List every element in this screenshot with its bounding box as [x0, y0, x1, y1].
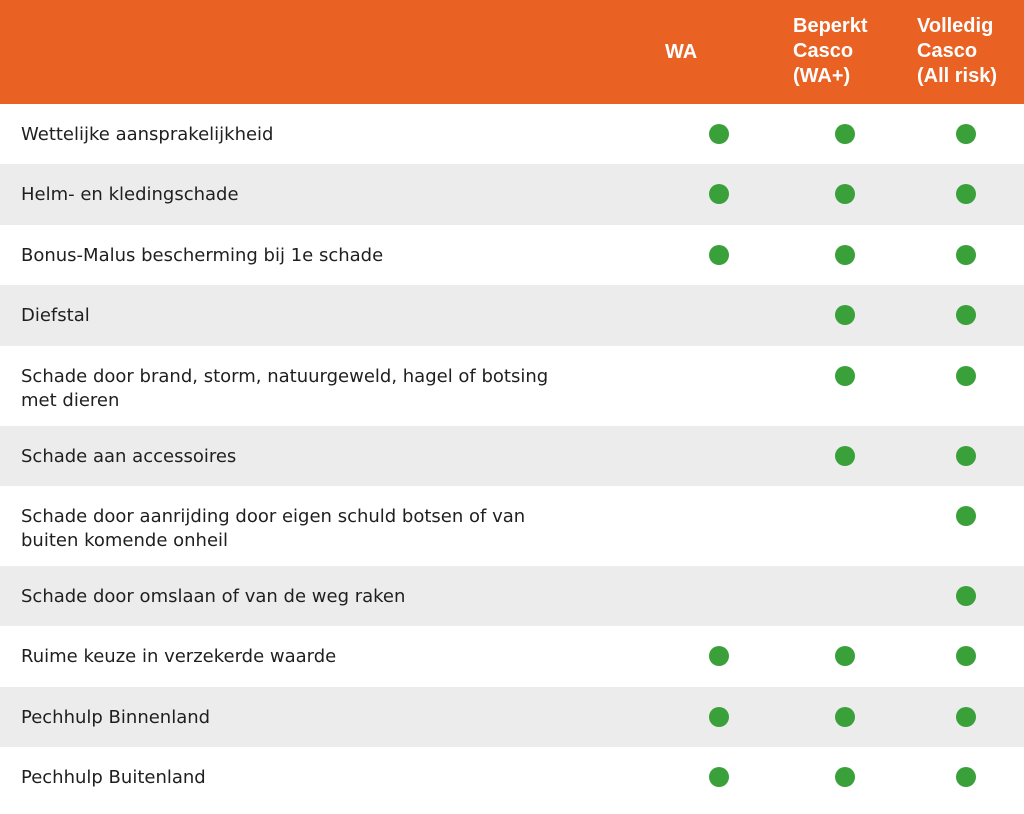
row-label: Schade aan accessoires	[21, 446, 237, 467]
included-volledig-check-icon	[956, 586, 976, 606]
included-volledig-check-icon	[956, 366, 976, 386]
row-label: Pechhulp Binnenland	[21, 707, 211, 728]
included-beperkt-check-icon	[835, 767, 855, 787]
table-row	[0, 486, 1024, 566]
included-wa-check-icon	[709, 707, 729, 727]
included-volledig-check-icon	[956, 506, 976, 526]
table-row	[0, 747, 1024, 814]
row-label: Schade door aanrijding door eigen schuld botsen of van buiten komende onheil	[21, 506, 526, 551]
table-row	[0, 285, 1024, 346]
column-header-volledig-casco: Volledig Casco (All risk)	[917, 15, 998, 87]
included-wa-check-icon	[709, 184, 729, 204]
included-volledig-check-icon	[956, 646, 976, 666]
row-label: Ruime keuze in verzekerde waarde	[21, 646, 337, 667]
table-row	[0, 687, 1024, 747]
included-beperkt-check-icon	[835, 646, 855, 666]
column-header-wa: WA	[665, 41, 698, 63]
included-beperkt-check-icon	[835, 124, 855, 144]
table-row	[0, 566, 1024, 626]
table-row	[0, 426, 1024, 486]
included-beperkt-check-icon	[835, 305, 855, 325]
included-volledig-check-icon	[956, 184, 976, 204]
row-label: Bonus-Malus bescherming bij 1e schade	[21, 245, 384, 266]
included-volledig-check-icon	[956, 446, 976, 466]
included-beperkt-check-icon	[835, 366, 855, 386]
row-label: Schade door omslaan of van de weg raken	[21, 586, 406, 607]
table-header	[0, 0, 1024, 104]
row-label: Diefstal	[21, 305, 90, 326]
included-beperkt-check-icon	[835, 245, 855, 265]
included-wa-check-icon	[709, 245, 729, 265]
table-row	[0, 164, 1024, 225]
included-volledig-check-icon	[956, 767, 976, 787]
included-wa-check-icon	[709, 124, 729, 144]
row-label: Wettelijke aansprakelijkheid	[21, 124, 274, 145]
included-beperkt-check-icon	[835, 707, 855, 727]
row-label: Schade door brand, storm, natuurgeweld, hagel of botsing met dieren	[21, 366, 549, 411]
column-header-beperkt-casco: Beperkt Casco (WA+)	[793, 15, 868, 87]
included-beperkt-check-icon	[835, 184, 855, 204]
table-row	[0, 346, 1024, 426]
included-volledig-check-icon	[956, 305, 976, 325]
included-volledig-check-icon	[956, 124, 976, 144]
table-row	[0, 104, 1024, 164]
included-wa-check-icon	[709, 767, 729, 787]
table-body	[0, 104, 1024, 814]
included-volledig-check-icon	[956, 707, 976, 727]
row-label: Helm- en kledingschade	[21, 184, 239, 205]
included-wa-check-icon	[709, 646, 729, 666]
row-label: Pechhulp Buitenland	[21, 767, 206, 788]
included-beperkt-check-icon	[835, 446, 855, 466]
table-row	[0, 225, 1024, 285]
table-row	[0, 626, 1024, 687]
included-volledig-check-icon	[956, 245, 976, 265]
